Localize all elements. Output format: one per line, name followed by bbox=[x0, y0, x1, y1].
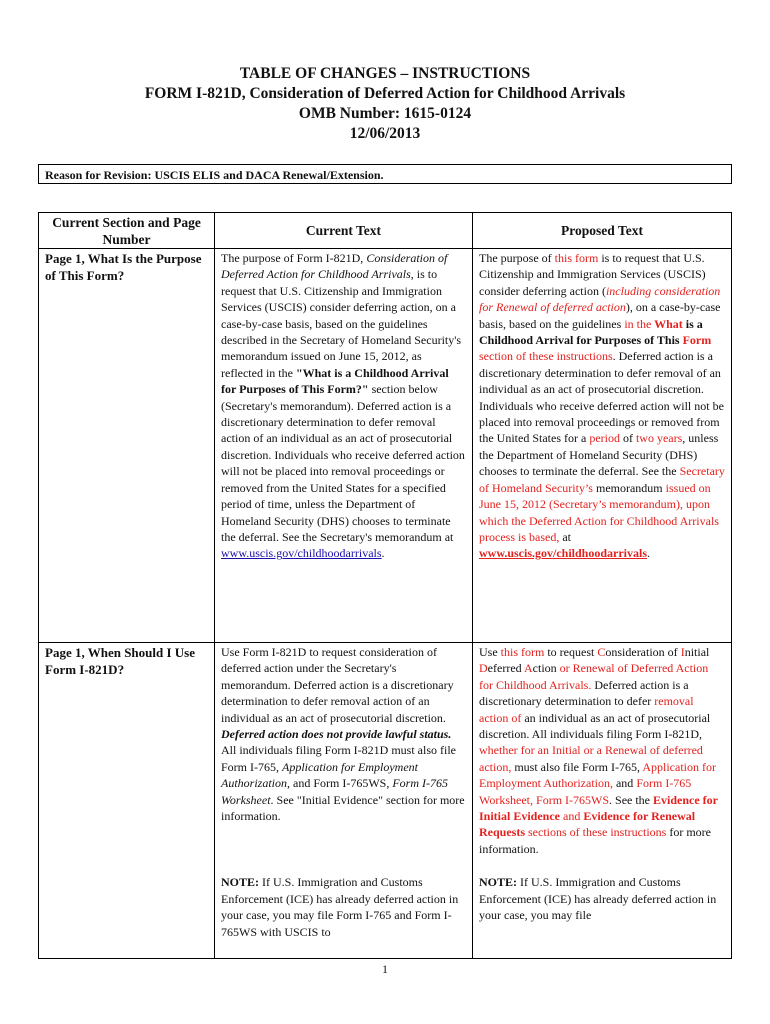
changes-table bbox=[38, 212, 732, 959]
revision-run: Evidence for Renewal Requests bbox=[479, 809, 696, 840]
revision-run: Evidence for Initial Evidence bbox=[479, 792, 718, 824]
note-text: If U.S. Immigration and Customs Enforcement (ICE) has already deferred action in your case, you may file bbox=[479, 875, 717, 923]
text-run: Deferred action is a discretionary determination to defer bbox=[479, 677, 689, 709]
text-run: nitial bbox=[684, 645, 710, 659]
text-run: an individual as an act of prosecutorial discretion. All individuals filing Form I-821D, bbox=[479, 710, 711, 742]
revision-run: including consideration for Renewal of deferred action bbox=[479, 283, 721, 315]
revision-run: issued on June 15, 2012 (Secretary’s memorandum), upon which the Deferred Action for Childhood Arrivals process is based, bbox=[479, 480, 719, 544]
revision-run: A bbox=[523, 661, 533, 676]
note-label: NOTE: bbox=[479, 875, 518, 890]
current-text-cell bbox=[215, 643, 473, 959]
proposed-text-cell bbox=[473, 643, 732, 959]
text-run: The purpose of bbox=[479, 251, 555, 265]
text-run: . bbox=[381, 546, 385, 561]
table-row bbox=[39, 643, 732, 959]
table-header-row bbox=[39, 213, 732, 249]
form-title-italic: Form I-765 Worksheet bbox=[221, 776, 449, 807]
text-run: . See the bbox=[609, 792, 654, 807]
document-title: TABLE OF CHANGES – INSTRUCTIONS bbox=[239, 65, 531, 82]
revision-run: period bbox=[589, 431, 620, 446]
text-run: ction bbox=[532, 661, 560, 676]
column-header-section: Current Section and Page Number bbox=[39, 213, 215, 249]
reason-for-revision: Reason for Revision: USCIS ELIS and DACA Renewal/Extension. bbox=[38, 164, 732, 184]
text-run: The purpose of Form I-821D, bbox=[221, 251, 367, 265]
text-run: . See "Initial Evidence" section for more information. bbox=[221, 792, 465, 824]
text-run: , unless the Department of Homeland Security (DHS) chooses to terminate the deferral. See the bbox=[479, 431, 719, 479]
text-run: Use Form I-821D to request consideration of deferred action under the Secretary's memorandum. Deferred action is a discretionary determination to defer removal action of an individual as an act of prosecutorial discretion. bbox=[221, 645, 454, 725]
section-reference-bold: "What is a Childhood Arrival for Purposes of This Form?" bbox=[221, 365, 449, 397]
section-cell: Page 1, When Should I Use Form I-821D? bbox=[39, 643, 215, 959]
revision-run: and bbox=[560, 809, 584, 824]
revision-run: C bbox=[597, 645, 606, 659]
revision-run: D bbox=[479, 661, 488, 676]
text-run: at bbox=[559, 529, 571, 544]
text-run: of bbox=[619, 431, 636, 446]
form-title-italic: Application for Employment Authorization bbox=[221, 759, 418, 791]
form-name: FORM I-821D, Consideration of Deferred Action for Childhood Arrivals bbox=[144, 85, 626, 102]
table-row bbox=[39, 249, 732, 643]
revision-run: in the bbox=[624, 316, 652, 331]
revision-run: or Renewal of Deferred Action for Childhood Arrivals. bbox=[479, 661, 709, 692]
revision-run: removal action of bbox=[479, 694, 694, 725]
page-number: 1 bbox=[382, 962, 388, 976]
text-run: . bbox=[647, 546, 651, 561]
uscis-link[interactable]: www.uscis.gov/childhoodarrivals bbox=[479, 546, 648, 561]
text-run: , is to request that U.S. Citizenship and Immigration Services (USCIS) consider deferring action, on a case-by-case basis, based on the guidelines described in the Secretary of Homeland Security's memorandum issued on June 15, 2012, as reflected in the bbox=[221, 267, 462, 380]
note-label: NOTE: bbox=[221, 875, 260, 890]
revision-run: sections of these instructions bbox=[525, 825, 667, 840]
revision-run: Form bbox=[682, 333, 712, 348]
revision-run: this form bbox=[554, 251, 599, 265]
form-title-italic: Consideration of Deferred Action for Childhood Arrivals bbox=[221, 251, 448, 282]
text-run: must also file Form I-765, bbox=[511, 759, 643, 774]
revision-run: Application for Employment Authorization, bbox=[479, 759, 716, 791]
proposed-text-cell bbox=[473, 249, 732, 643]
text-run: Use bbox=[479, 645, 501, 659]
column-header-proposed: Proposed Text bbox=[473, 213, 732, 249]
uscis-link[interactable]: www.uscis.gov/childhoodarrivals bbox=[221, 546, 382, 561]
revision-run: Secretary of Homeland Security’s bbox=[479, 464, 725, 495]
text-run: section below (Secretary's memorandum). Deferred action is a discretionary determination to defer removal action of an individual as an act of prosecutorial discretion. Individuals who receive deferred action will not be placed into removal proceedings or removed from the United States for a specified period of time, unless the Department of Homeland Security (DHS) chooses to terminate the deferral. See the Secretary's memorandum at bbox=[221, 382, 465, 544]
text-run: for more information. bbox=[479, 825, 711, 856]
revision-run: Form I-765 Worksheet, Form I-765WS bbox=[479, 776, 692, 807]
text-run: memorandum bbox=[592, 480, 666, 495]
text-run: . Deferred action is a discretionary determination to defer removal of an individual as an act of prosecutorial discretion. Individuals who receive deferred action will not be placed into removal proceedings or removed from the United States for a bbox=[479, 349, 724, 446]
emphasis-bold-italic: Deferred action does not provide lawful status. bbox=[221, 727, 452, 742]
text-run: ), on a case-by-case basis, based on the guidelines bbox=[479, 300, 721, 331]
revision-run: whether for an Initial or a Renewal of deferred action, bbox=[479, 743, 703, 774]
revision-run: this form bbox=[500, 645, 545, 659]
text-run: to request bbox=[544, 645, 598, 659]
current-text-cell bbox=[215, 249, 473, 643]
revision-run: I bbox=[680, 645, 685, 659]
column-header-current: Current Text bbox=[215, 213, 473, 249]
text-run: onsideration of bbox=[605, 645, 681, 659]
section-cell: Page 1, What Is the Purpose of This Form? bbox=[39, 249, 215, 643]
text-run: All individuals filing Form I-821D must also file Form I-765, bbox=[221, 743, 456, 774]
text-run: is to request that U.S. Citizenship and Immigration Services (USCIS) consider deferring action ( bbox=[479, 251, 706, 298]
note-text: If U.S. Immigration and Customs Enforcement (ICE) has already deferred action in your case, you may file Form I-765 and Form I-765WS with USCIS to bbox=[221, 875, 459, 939]
text-run: and bbox=[612, 776, 637, 791]
revision-run: section of these instructions bbox=[479, 349, 613, 364]
section-reference-bold: is a Childhood Arrival for Purposes of This bbox=[479, 316, 703, 348]
revision-run: two years bbox=[635, 431, 683, 446]
text-run: , and Form I-765WS, bbox=[287, 776, 393, 791]
text-run: eferred bbox=[487, 661, 524, 676]
revision-run: What bbox=[651, 316, 683, 331]
omb-number: OMB Number: 1615-0124 bbox=[298, 105, 472, 122]
revision-date: 12/06/2013 bbox=[349, 125, 421, 142]
